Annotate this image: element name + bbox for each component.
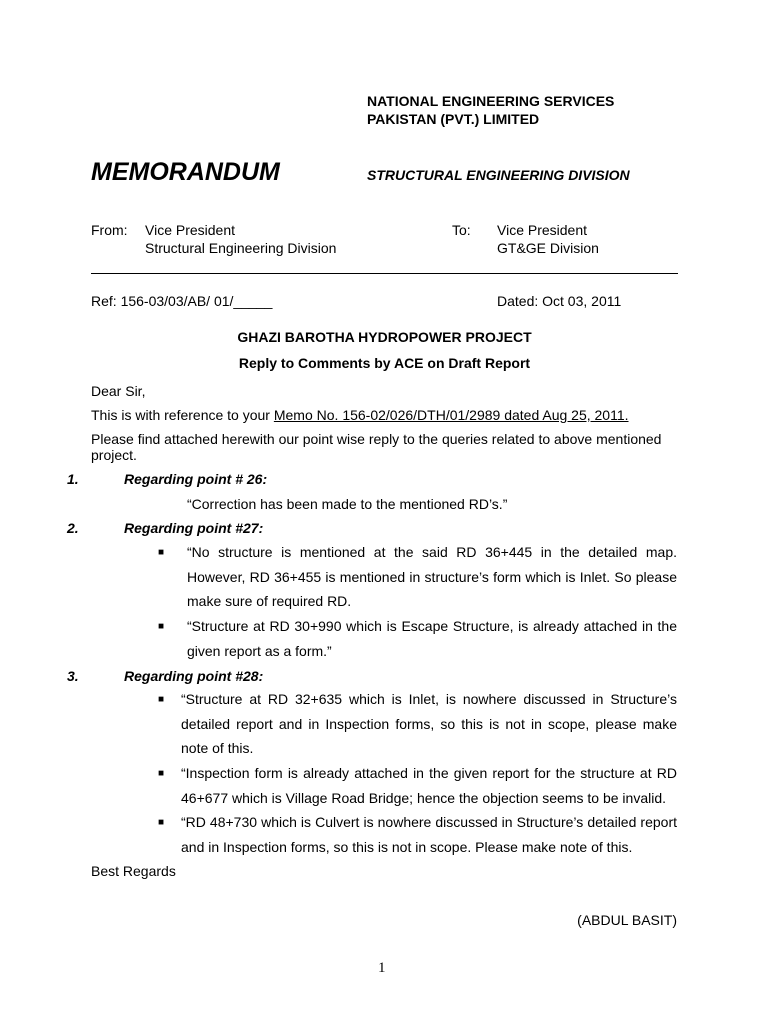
to-line1: Vice President bbox=[497, 222, 588, 238]
intro-line2: project. bbox=[91, 447, 137, 463]
to-line2: GT&GE Division bbox=[497, 240, 599, 256]
bullet-marker: ■ bbox=[158, 547, 165, 558]
bullet-marker: ■ bbox=[158, 817, 165, 828]
from-line1: Vice President bbox=[145, 222, 236, 238]
page-number: 1 bbox=[378, 960, 386, 976]
reference-prefix: This is with reference to your bbox=[91, 407, 274, 423]
division-title: STRUCTURAL ENGINEERING DIVISION bbox=[367, 167, 630, 183]
reference-paragraph bbox=[91, 407, 629, 423]
point-quote: “Correction has been made to the mentioned RD’s.” bbox=[187, 496, 508, 512]
intro-line1: Please find attached herewith our point wise reply to the queries related to above mentioned bbox=[91, 431, 662, 447]
point-number: 3. bbox=[67, 668, 79, 684]
point-number: 2. bbox=[67, 520, 79, 536]
date: Dated: Oct 03, 2011 bbox=[497, 293, 622, 309]
to-label: To: bbox=[452, 222, 471, 238]
closing: Best Regards bbox=[91, 863, 176, 879]
signature: (ABDUL BASIT) bbox=[577, 912, 677, 928]
bullet-marker: ■ bbox=[158, 621, 165, 632]
bullet-text: “Structure at RD 32+635 which is Inlet, is nowhere discussed in Structure’s detailed report and in Inspection forms, so this is not in scope, please make note of this. bbox=[181, 691, 677, 756]
reference-memo: Memo No. 156-02/026/DTH/01/2989 dated Aug 25, 2011. bbox=[273, 407, 629, 423]
from-label: From: bbox=[91, 222, 128, 238]
salutation: Dear Sir, bbox=[91, 383, 146, 399]
from-line2: Structural Engineering Division bbox=[145, 240, 337, 256]
subject-line2: Reply to Comments by ACE on Draft Report bbox=[238, 355, 531, 371]
bullet-text: “No structure is mentioned at the said RD 36+445 in the detailed map. However, RD 36+455 is mentioned in structure’s form which is Inlet. So please make sure of required RD. bbox=[187, 544, 677, 609]
company-name-line2: PAKISTAN (PVT.) LIMITED bbox=[367, 111, 540, 127]
memo-title: MEMORANDUM bbox=[91, 158, 280, 186]
bullet-text: “RD 48+730 which is Culvert is nowhere discussed in Structure’s detailed report and in Inspection forms, so this is not in scope. Please make note of this. bbox=[181, 814, 677, 855]
bullet-marker: ■ bbox=[158, 768, 165, 779]
header-divider bbox=[91, 273, 678, 274]
bullet-text: “Structure at RD 30+990 which is Escape Structure, is already attached in the given report as a form.” bbox=[187, 618, 677, 659]
reference-number: Ref: 156-03/03/AB/ 01/_____ bbox=[91, 293, 273, 309]
point-heading: Regarding point #27: bbox=[124, 520, 264, 536]
bullet-text: “Inspection form is already attached in the given report for the structure at RD 46+677 which is Village Road Bridge; hence the objection seems to be invalid. bbox=[181, 765, 677, 806]
company-name-line1: NATIONAL ENGINEERING SERVICES bbox=[367, 93, 615, 109]
point-number: 1. bbox=[67, 471, 79, 487]
bullet-marker: ■ bbox=[158, 694, 165, 705]
point-heading: Regarding point # 26: bbox=[124, 471, 268, 487]
subject-line1: GHAZI BAROTHA HYDROPOWER PROJECT bbox=[237, 329, 532, 345]
point-heading: Regarding point #28: bbox=[124, 668, 264, 684]
